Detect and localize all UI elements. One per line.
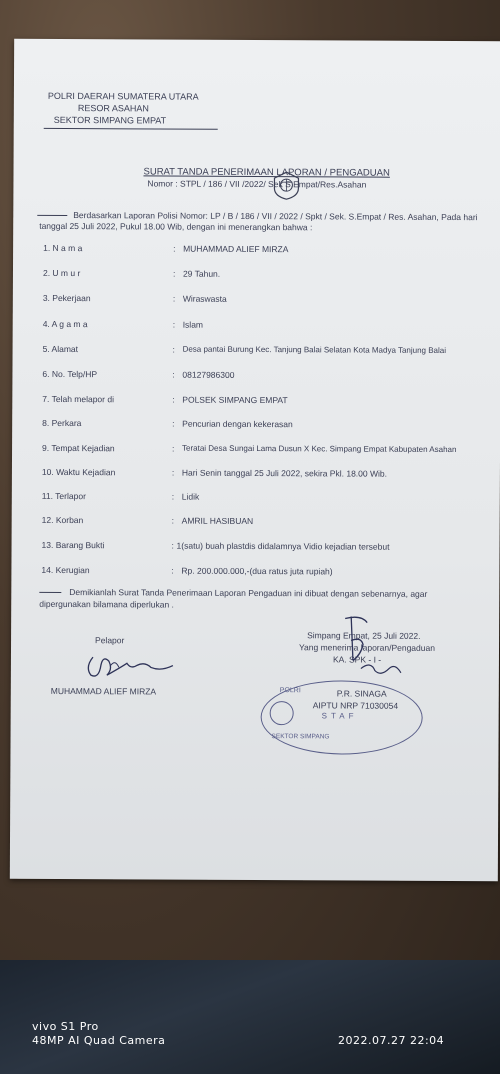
field-colon: : bbox=[172, 394, 175, 405]
watermark-datetime: 2022.07.27 22:04 bbox=[338, 1034, 445, 1047]
field-value: POLSEK SIMPANG EMPAT bbox=[182, 394, 288, 406]
field-label: 2. U m u r bbox=[42, 267, 81, 279]
receiver-signature-icon bbox=[331, 610, 411, 700]
field-label: 11. Terlapor bbox=[41, 490, 86, 502]
watermark-device: vivo S1 Pro bbox=[32, 1020, 99, 1033]
field-value: 1(satu) buah plastdis didalamnya Vidio kejadian tersebut bbox=[176, 540, 390, 552]
field-colon: : bbox=[172, 293, 176, 304]
field-colon: : bbox=[171, 540, 174, 551]
field-value: AMRIL HASIBUAN bbox=[181, 515, 254, 526]
field-label: 8. Perkara bbox=[42, 417, 82, 429]
field-label: 6. No. Telp/HP bbox=[42, 368, 98, 380]
closing-line-2: dipergunakan bilamana diperlukan . bbox=[39, 598, 174, 610]
pelapor-name: MUHAMMAD ALIEF MIRZA bbox=[50, 685, 157, 697]
field-label: 1. N a m a bbox=[43, 242, 83, 254]
field-colon: : bbox=[172, 319, 176, 330]
fabric-background bbox=[0, 960, 500, 1074]
field-colon: : bbox=[172, 369, 175, 380]
pelapor-label: Pelapor bbox=[95, 635, 125, 646]
field-value: Teratai Desa Sungai Lama Dusun X Kec. Simpang Empat Kabupaten Asahan bbox=[182, 443, 457, 455]
stamp-emblem-icon bbox=[270, 701, 294, 725]
receiver-name: P.R. SINAGA bbox=[336, 688, 387, 699]
field-label: 14. Kerugian bbox=[41, 564, 90, 576]
stamp-top-text: POLRI bbox=[279, 687, 301, 695]
field-value: Islam bbox=[182, 319, 204, 330]
field-colon: : bbox=[172, 268, 176, 279]
place-date: Simpang Empat, 25 Juli 2022. bbox=[307, 630, 421, 641]
intro-text-1: Berdasarkan Laporan Polisi Nomor: LP / B / 186 / VII / 2022 / Spkt / Sek. S.Empat / Res. Asahan, Pada hari bbox=[73, 210, 478, 223]
field-value: Rp. 200.000.000,-(dua ratus juta rupiah) bbox=[181, 565, 333, 577]
closing-line-1 bbox=[39, 587, 427, 599]
document-paper bbox=[10, 39, 500, 882]
field-label: 4. A g a m a bbox=[42, 318, 88, 330]
field-colon: : bbox=[171, 565, 174, 576]
field-colon: : bbox=[173, 243, 176, 254]
receiver-label: Yang menerima laporan/Pengaduan bbox=[298, 642, 435, 653]
field-colon: : bbox=[172, 443, 175, 454]
closing-text-1: Demikianlah Surat Tanda Penerimaan Laporan Pengaduan ini dibuat dengan sebenarnya, agar bbox=[69, 587, 428, 599]
field-label: 13. Barang Bukti bbox=[41, 539, 105, 551]
field-value: 08127986300 bbox=[182, 369, 235, 380]
stamp-bottom-text: SEKTOR SIMPANG bbox=[271, 733, 330, 741]
field-value: MUHAMMAD ALIEF MIRZA bbox=[183, 243, 289, 255]
pelapor-signature-icon bbox=[81, 647, 181, 684]
field-colon: : bbox=[171, 467, 175, 478]
field-colon: : bbox=[172, 344, 175, 355]
field-colon: : bbox=[171, 491, 175, 502]
field-value: Pencurian dengan kekerasan bbox=[182, 418, 293, 430]
header-line-3: SEKTOR SIMPANG EMPAT bbox=[53, 114, 167, 126]
field-label: 9. Tempat Kejadian bbox=[42, 442, 115, 454]
header-line-2: RESOR ASAHAN bbox=[77, 103, 149, 114]
field-label: 5. Alamat bbox=[42, 343, 79, 355]
watermark-camera: 48MP AI Quad Camera bbox=[32, 1034, 166, 1047]
field-value: Wiraswasta bbox=[182, 293, 227, 304]
document-title: SURAT TANDA PENERIMAAN LAPORAN / PENGADUAN bbox=[143, 166, 390, 179]
field-value: Desa pantai Burung Kec. Tanjung Balai Selatan Kota Madya Tanjung Balai bbox=[182, 344, 447, 355]
field-value: 29 Tahun. bbox=[182, 268, 221, 279]
intro-line-2: tanggal 25 Juli 2022, Pukul 18.00 Wib, dengan ini menerangkan bahwa : bbox=[39, 220, 313, 233]
document-number: Nomor : STPL / 186 / VII /2022/ Sek S.Empat/Res.Asahan bbox=[147, 178, 367, 190]
field-colon: : bbox=[172, 418, 175, 429]
field-value: Hari Senin tanggal 25 Juli 2022, sekira Pkl. 18.00 Wib. bbox=[181, 467, 388, 479]
field-value: Lidik bbox=[181, 491, 200, 502]
field-label: 3. Pekerjaan bbox=[42, 292, 91, 304]
field-label: 10. Waktu Kejadian bbox=[41, 466, 116, 478]
field-colon: : bbox=[171, 515, 175, 526]
field-label: 7. Telah melapor di bbox=[42, 393, 115, 405]
header-line-1: POLRI DAERAH SUMATERA UTARA bbox=[47, 90, 199, 102]
field-label: 12. Korban bbox=[41, 514, 84, 526]
header-underline bbox=[44, 128, 218, 130]
stamp-middle-text: STAF bbox=[321, 711, 358, 721]
receiver-rank: AIPTU NRP 71030054 bbox=[312, 700, 399, 711]
receiver-title: KA. SPK - I - bbox=[332, 654, 382, 665]
